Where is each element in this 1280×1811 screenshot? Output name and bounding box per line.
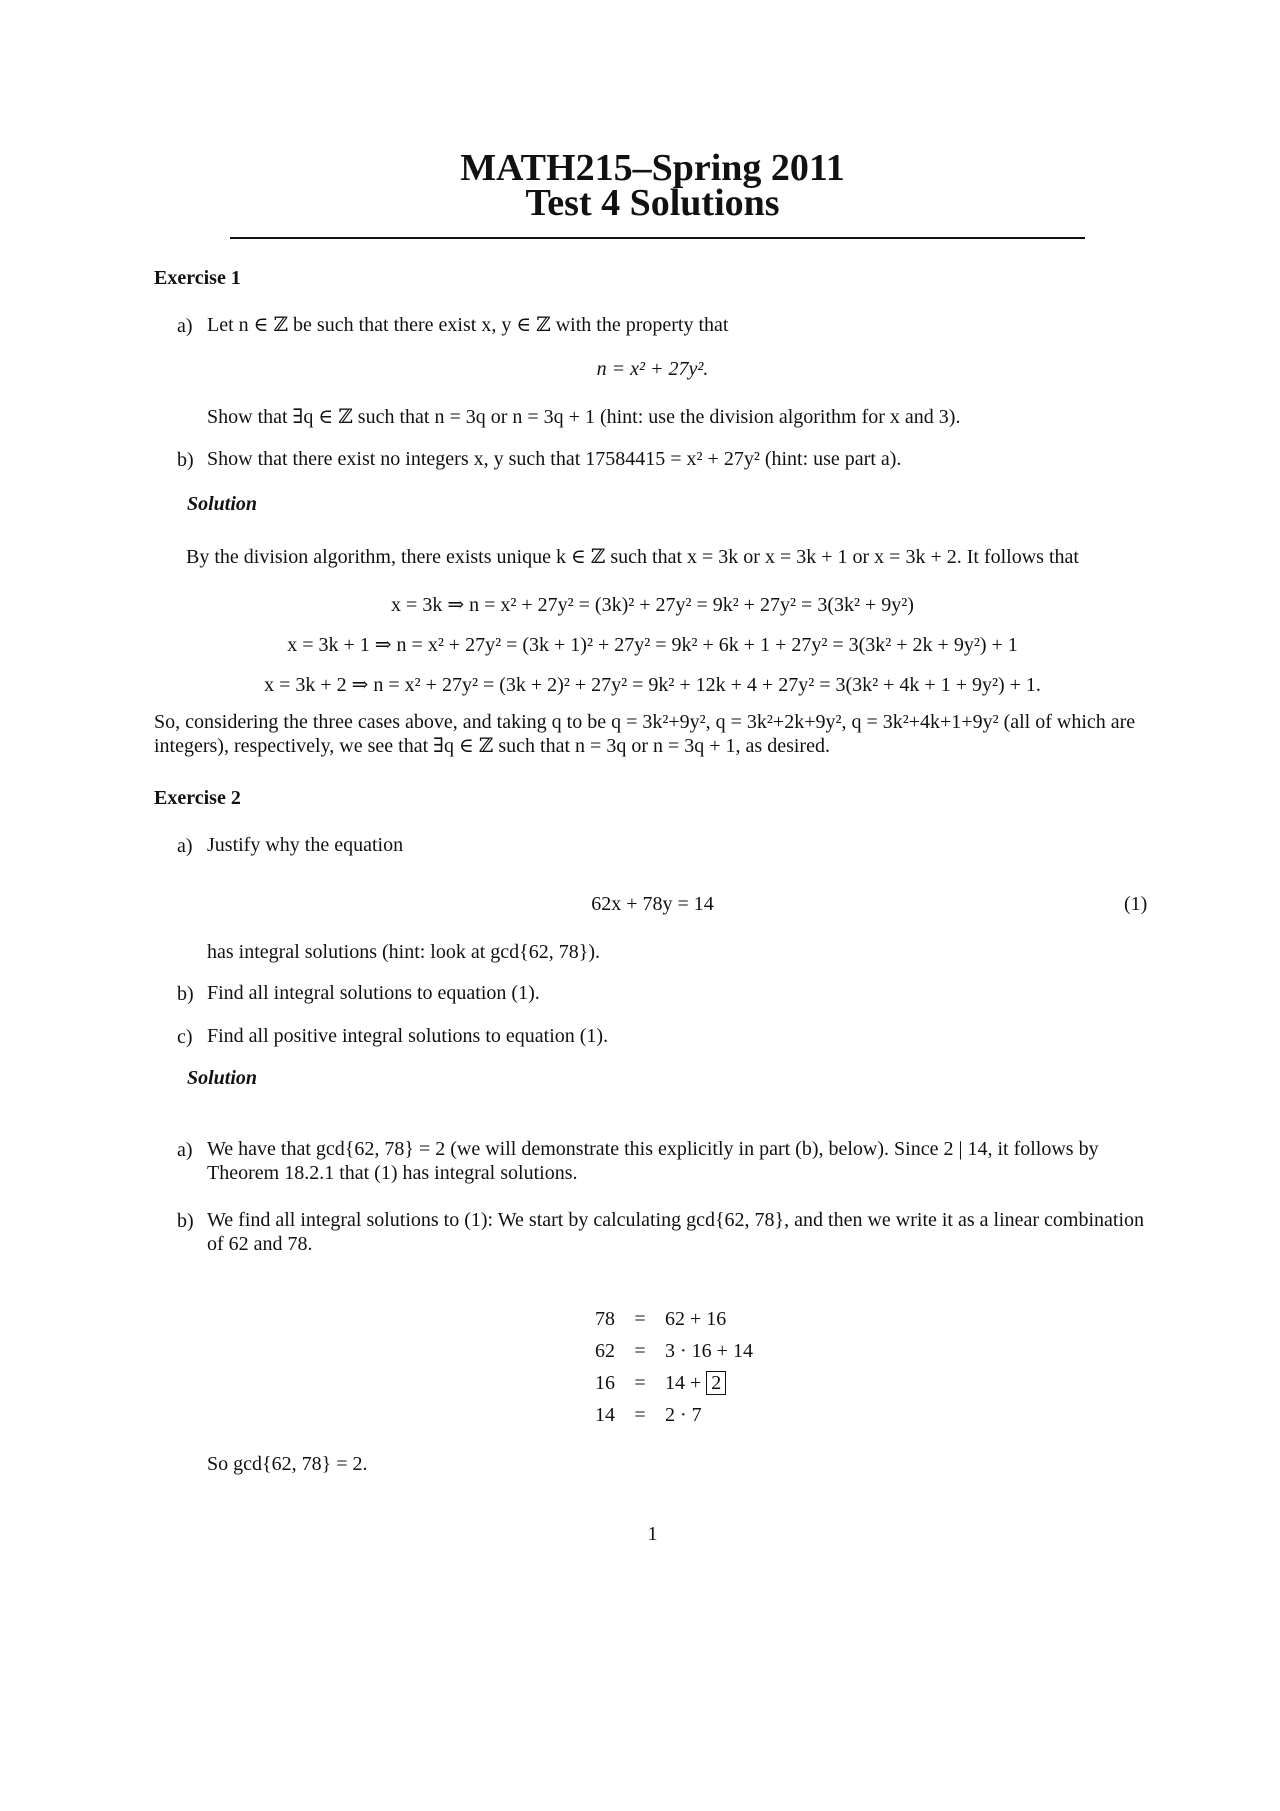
ex1-part-a-show: Show that ∃q ∈ ℤ such that n = 3q or n = 3q + 1 (hint: use the division algorithm for x and 3). bbox=[207, 406, 961, 428]
gcd-boxed-value: 2 bbox=[706, 1371, 726, 1395]
gcd-row-op: = bbox=[634, 1371, 646, 1394]
gcd-row-rhs: 3 · 16 + 14 bbox=[665, 1339, 753, 1362]
ex2-part-a-hint: has integral solutions (hint: look at gcd{62, 78}). bbox=[207, 941, 601, 963]
gcd-row-lhs: 62 bbox=[595, 1339, 615, 1362]
ex2-sol-b-label: b) bbox=[177, 1210, 194, 1232]
gcd-computation bbox=[577, 1303, 753, 1431]
ex2-part-c-text: Find all positive integral solutions to equation (1). bbox=[207, 1025, 609, 1047]
gcd-row bbox=[577, 1367, 753, 1399]
page-number: 1 bbox=[647, 1523, 658, 1545]
ex1-case-1-equation: x = 3k ⇒ n = x² + 27y² = (3k)² + 27y² = 9k² + 27y² = 3(3k² + 9y²) bbox=[391, 594, 914, 616]
ex1-part-b-text: Show that there exist no integers x, y such that 17584415 = x² + 27y² (hint: use part a). bbox=[207, 448, 902, 470]
ex1-solution-label: Solution bbox=[187, 493, 258, 515]
page-title-line2: Test 4 Solutions bbox=[525, 182, 780, 224]
ex1-case-3-equation: x = 3k + 2 ⇒ n = x² + 27y² = (3k + 2)² + 27y² = 9k² + 12k + 4 + 27y² = 3(3k² + 4k + 1 + 9y²) + 1. bbox=[264, 674, 1041, 696]
gcd-row bbox=[577, 1335, 753, 1367]
gcd-row-lhs: 14 bbox=[595, 1403, 615, 1426]
ex2-sol-b-text: We find all integral solutions to (1): We start by calculating gcd{62, 78}, and then we write it as a linear combination of 62 and 78. bbox=[207, 1209, 1145, 1255]
gcd-row-op: = bbox=[634, 1307, 646, 1330]
title-divider bbox=[230, 237, 1085, 239]
gcd-row-rhs: 62 + 16 bbox=[665, 1307, 727, 1330]
gcd-row-op: = bbox=[634, 1339, 646, 1362]
ex2-part-b-label: b) bbox=[177, 983, 194, 1005]
ex2-part-a-label: a) bbox=[177, 835, 193, 857]
ex2-part-c-label: c) bbox=[177, 1026, 193, 1048]
gcd-conclusion: So gcd{62, 78} = 2. bbox=[207, 1453, 368, 1475]
ex1-part-a-text: Let n ∈ ℤ be such that there exist x, y ∈ ℤ with the property that bbox=[207, 314, 729, 336]
page-title-line1: MATH215–Spring 2011 bbox=[460, 147, 845, 189]
ex2-part-b-text: Find all integral solutions to equation (1). bbox=[207, 982, 540, 1004]
ex1-part-a-label: a) bbox=[177, 315, 193, 337]
ex2-solution-label: Solution bbox=[187, 1067, 258, 1089]
gcd-row-lhs: 78 bbox=[595, 1307, 615, 1330]
gcd-row bbox=[577, 1303, 753, 1335]
exercise2-heading: Exercise 2 bbox=[154, 787, 241, 809]
ex2-equation: 62x + 78y = 14 bbox=[591, 893, 714, 915]
ex1-part-b-label: b) bbox=[177, 449, 194, 471]
ex2-equation-number: (1) bbox=[1124, 893, 1148, 915]
gcd-row-rhs: 2 · 7 bbox=[665, 1403, 702, 1426]
ex1-part-a-equation: n = x² + 27y². bbox=[596, 358, 709, 380]
ex2-sol-a-label: a) bbox=[177, 1139, 193, 1161]
ex1-solution-conclusion: So, considering the three cases above, and taking q to be q = 3k²+9y², q = 3k²+2k+9y², q = 3k²+4k+1+9y² (all of which are integers), respectively, we see that ∃q ∈ ℤ such that n = 3q or n = 3q + 1, as desired. bbox=[154, 711, 1136, 757]
exercise1-heading: Exercise 1 bbox=[154, 267, 241, 289]
ex2-sol-a-text: We have that gcd{62, 78} = 2 (we will demonstrate this explicitly in part (b), below). Since 2 | 14, it follows by Theorem 18.2.1 that (1) has integral solutions. bbox=[207, 1138, 1099, 1184]
gcd-row-op: = bbox=[634, 1403, 646, 1426]
ex1-case-2-equation: x = 3k + 1 ⇒ n = x² + 27y² = (3k + 1)² + 27y² = 9k² + 6k + 1 + 27y² = 3(3k² + 2k + 9y²) + 1 bbox=[287, 634, 1018, 656]
gcd-row-rhs-cell bbox=[665, 1367, 753, 1399]
gcd-row bbox=[577, 1399, 753, 1431]
ex2-part-a-text: Justify why the equation bbox=[207, 834, 404, 856]
ex1-solution-intro: By the division algorithm, there exists unique k ∈ ℤ such that x = 3k or x = 3k + 1 or x = 3k + 2. It follows that bbox=[186, 546, 1079, 568]
gcd-row-rhs: 14 + bbox=[665, 1371, 702, 1394]
gcd-row-lhs: 16 bbox=[595, 1371, 615, 1394]
